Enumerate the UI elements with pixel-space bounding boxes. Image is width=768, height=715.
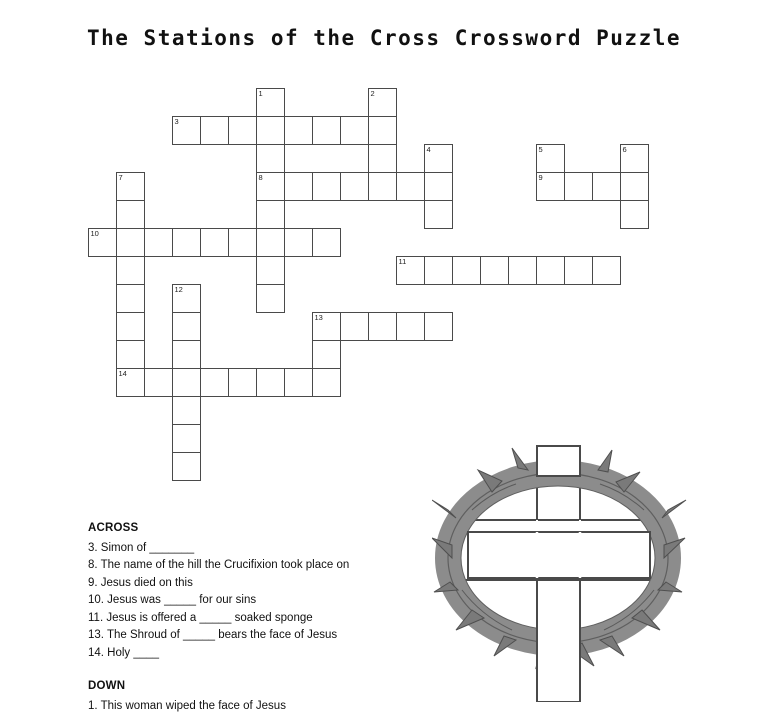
clue-item: 8. The name of the hill the Crucifixion took place on	[88, 557, 428, 575]
crossword-cell[interactable]	[480, 256, 509, 285]
cross-lower-beam-front	[537, 580, 580, 702]
clue-item: 1. This woman wiped the face of Jesus	[88, 698, 428, 715]
crossword-cell-number: 3	[175, 117, 179, 126]
cross-top-front	[537, 446, 580, 476]
crossword-cell-number: 1	[259, 89, 263, 98]
crossword-cell[interactable]	[508, 256, 537, 285]
clue-item: 11. Jesus is offered a _____ soaked sponge	[88, 610, 428, 628]
crossword-cell[interactable]	[172, 116, 201, 145]
clue-item: 13. The Shroud of _____ bears the face of Jesus	[88, 627, 428, 645]
crossword-cell[interactable]	[256, 228, 285, 257]
crossword-cell[interactable]	[256, 368, 285, 397]
crossword-cell-number: 13	[315, 313, 323, 322]
cross-with-crown-of-thorns-illustration	[432, 440, 732, 702]
clue-item: 10. Jesus was _____ for our sins	[88, 592, 428, 610]
crossword-cell[interactable]	[88, 228, 117, 257]
crossword-cell-number: 14	[119, 369, 127, 378]
down-heading: DOWN	[88, 678, 428, 696]
crossword-cell[interactable]	[172, 396, 201, 425]
crossword-cell[interactable]	[312, 116, 341, 145]
crossword-cell[interactable]	[564, 256, 593, 285]
crossword-cell[interactable]	[172, 228, 201, 257]
crossword-cell[interactable]	[312, 228, 341, 257]
crossword-cell[interactable]	[256, 144, 285, 173]
crossword-cell[interactable]	[116, 172, 145, 201]
crossword-cell[interactable]	[620, 172, 649, 201]
crossword-cell[interactable]	[284, 172, 313, 201]
crossword-cell[interactable]	[536, 256, 565, 285]
crossword-cell-number: 9	[539, 173, 543, 182]
clue-item: 3. Simon of _______	[88, 540, 428, 558]
clue-item: 9. Jesus died on this	[88, 575, 428, 593]
crossword-cell[interactable]	[256, 116, 285, 145]
crossword-cell-number: 6	[623, 145, 627, 154]
crossword-cell[interactable]	[144, 228, 173, 257]
crossword-cell[interactable]	[368, 144, 397, 173]
across-clue-list	[88, 540, 428, 663]
crossword-cell[interactable]	[228, 368, 257, 397]
crossword-cell-number: 4	[427, 145, 431, 154]
crossword-cell[interactable]	[116, 200, 145, 229]
crossword-cell[interactable]	[424, 200, 453, 229]
crossword-cell[interactable]	[256, 88, 285, 117]
crossword-cell[interactable]	[424, 312, 453, 341]
crossword-cell[interactable]	[368, 312, 397, 341]
crossword-cell[interactable]	[312, 368, 341, 397]
crossword-cell[interactable]	[424, 256, 453, 285]
crossword-cell[interactable]	[172, 340, 201, 369]
crossword-cell[interactable]	[144, 368, 173, 397]
crossword-cell[interactable]	[396, 256, 425, 285]
crossword-cell[interactable]	[200, 116, 229, 145]
crossword-cell[interactable]	[620, 200, 649, 229]
crossword-cell[interactable]	[256, 284, 285, 313]
crossword-cell[interactable]	[116, 340, 145, 369]
crossword-cell[interactable]	[256, 200, 285, 229]
crossword-cell[interactable]	[284, 228, 313, 257]
crossword-cell[interactable]	[172, 452, 201, 481]
crossword-cell[interactable]	[116, 228, 145, 257]
crossword-cell[interactable]	[116, 284, 145, 313]
crossword-cell[interactable]	[396, 312, 425, 341]
clue-lists	[88, 520, 428, 715]
crossword-cell[interactable]	[116, 256, 145, 285]
crossword-cell[interactable]	[256, 256, 285, 285]
crossword-cell-number: 7	[119, 173, 123, 182]
crossword-cell[interactable]	[592, 172, 621, 201]
down-clue-list	[88, 698, 428, 715]
crossword-cell[interactable]	[172, 312, 201, 341]
crossword-cell[interactable]	[424, 172, 453, 201]
page-title: The Stations of the Cross Crossword Puzzle	[0, 26, 768, 50]
crossword-cell-number: 11	[399, 257, 407, 266]
crossword-cell[interactable]	[452, 256, 481, 285]
crossword-cell[interactable]	[368, 116, 397, 145]
crossword-cell-number: 2	[371, 89, 375, 98]
crossword-cell[interactable]	[368, 88, 397, 117]
crossword-cell[interactable]	[284, 116, 313, 145]
crossword-cell[interactable]	[340, 172, 369, 201]
crossword-cell[interactable]	[312, 172, 341, 201]
crossword-cell[interactable]	[172, 424, 201, 453]
crossword-cell[interactable]	[396, 172, 425, 201]
crossword-cell[interactable]	[340, 312, 369, 341]
crossword-cell[interactable]	[228, 228, 257, 257]
crossword-cell[interactable]	[200, 368, 229, 397]
crossword-cell[interactable]	[172, 284, 201, 313]
crossword-cell[interactable]	[340, 116, 369, 145]
crossword-cell[interactable]	[312, 312, 341, 341]
crossword-cell[interactable]	[620, 144, 649, 173]
cross-horizontal-front	[468, 532, 650, 578]
crossword-cell-number: 10	[91, 229, 99, 238]
crossword-cell[interactable]	[284, 368, 313, 397]
crossword-cell[interactable]	[368, 172, 397, 201]
crossword-cell[interactable]	[536, 144, 565, 173]
crossword-cell[interactable]	[116, 312, 145, 341]
crossword-cell[interactable]	[536, 172, 565, 201]
crossword-cell-number: 5	[539, 145, 543, 154]
across-heading: ACROSS	[88, 520, 428, 538]
crossword-cell[interactable]	[172, 368, 201, 397]
crossword-cell-number: 12	[175, 285, 183, 294]
crossword-cell[interactable]	[256, 172, 285, 201]
crossword-cell[interactable]	[564, 172, 593, 201]
clue-item: 14. Holy ____	[88, 645, 428, 663]
crossword-cell[interactable]	[312, 340, 341, 369]
crossword-cell[interactable]	[116, 368, 145, 397]
crossword-cell[interactable]	[424, 144, 453, 173]
crossword-cell[interactable]	[228, 116, 257, 145]
crossword-cell-number: 8	[259, 173, 263, 182]
crossword-cell[interactable]	[592, 256, 621, 285]
crossword-cell[interactable]	[200, 228, 229, 257]
